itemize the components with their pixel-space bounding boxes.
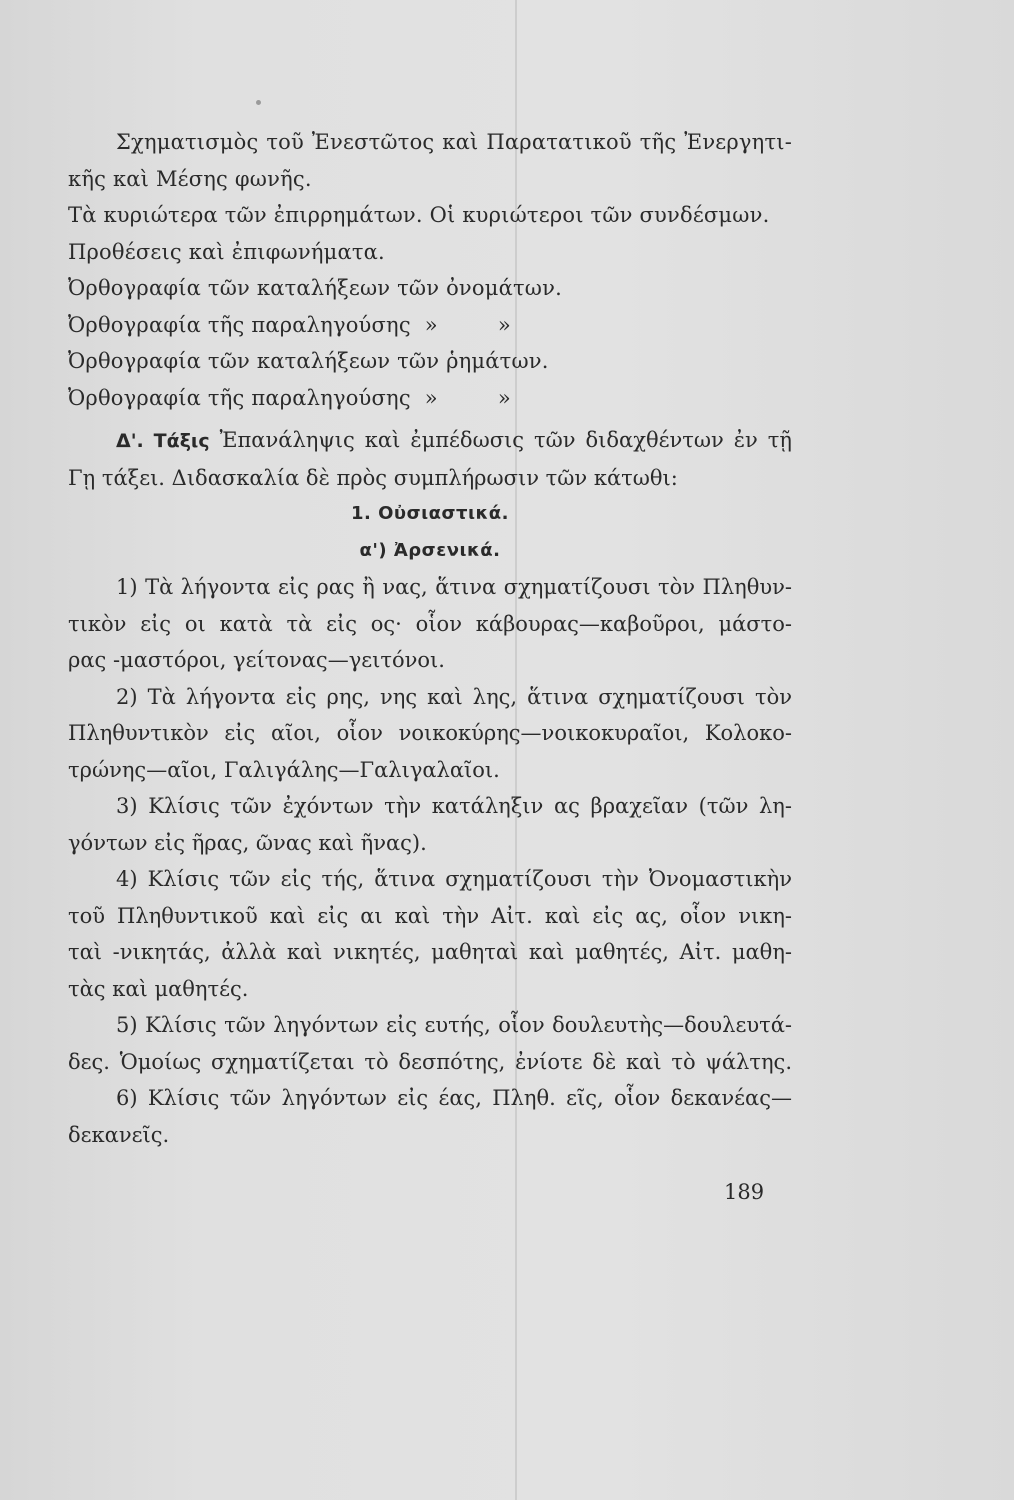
contents-line-text: Ὀρθογραφία τῆς παραληγούσης: [68, 385, 411, 410]
paragraph-line: τρώνης—αῖοι, Γαλιγάλης—Γαλιγαλαῖοι.: [68, 757, 500, 782]
ditto-mark: »: [424, 312, 438, 337]
section-d-text: Ἐπανάληψις καὶ ἐμπέδωσις τῶν διδαχθέντων ἐν τῇ: [219, 428, 792, 452]
contents-line: [68, 307, 792, 344]
ditto-mark: »: [424, 385, 438, 410]
contents-line: κῆς καὶ Μέσης φωνῆς.: [68, 166, 312, 191]
paragraph-line: Πληθυντικὸν εἰς αῖοι, οἷον νοικοκύρης—νοικοκυραῖοι, Κολοκο-: [68, 721, 792, 745]
page-number: 189: [724, 1180, 765, 1204]
contents-list: [68, 124, 792, 416]
paragraph-line: γόντων εἰς ῆρας, ῶνας καὶ ῆνας).: [68, 830, 427, 855]
section-d: [68, 422, 792, 496]
contents-line: Ὀρθογραφία τῶν καταλήξεων τῶν ῥημάτων.: [68, 349, 549, 373]
paragraph-3: [68, 788, 792, 861]
paragraph-2: [68, 679, 792, 789]
contents-line: [68, 380, 792, 417]
contents-line: Τὰ κυριώτερα τῶν ἐπιρρημάτων. Οἱ κυριώτεροι τῶν συνδέσμων.: [68, 203, 770, 227]
section-d-line: [68, 422, 792, 460]
paragraph-4: [68, 861, 792, 1007]
paragraph-line: 5) Κλίσις τῶν ληγόντων εἰς ευτής, οἷον δουλευτὴς—δουλευτά-: [116, 1013, 792, 1037]
paragraph-line: 6) Κλίσις τῶν ληγόντων εἰς έας, Πληθ. εῖς, οἷον δεκανέας—: [116, 1086, 792, 1110]
contents-line: Προθέσεις καὶ ἐπιφωνήματα.: [68, 239, 385, 264]
ditto-mark: »: [497, 385, 511, 410]
paragraph-1: [68, 569, 792, 679]
paragraph-6: [68, 1080, 792, 1153]
contents-line: Ὀρθογραφία τῶν καταλήξεων τῶν ὀνομάτων.: [68, 276, 562, 300]
heading-nouns: 1. Οὐσιαστικά.: [351, 503, 509, 524]
paragraph-line: τὰς καὶ μαθητές.: [68, 976, 249, 1001]
paragraph-line: ρας -μαστόροι, γείτονας—γειτόνοι.: [68, 648, 445, 672]
paragraph-line: 2) Τὰ λήγοντα εἰς ρης, νης καὶ λης, ἅτινα σχηματίζουσι τὸν: [116, 684, 792, 709]
paragraph-line: δες. Ὁμοίως σχηματίζεται τὸ δεσπότης, ἐνίοτε δὲ καὶ τὸ ψάλτης.: [68, 1049, 792, 1074]
paragraph-line: δεκανεῖς.: [68, 1122, 170, 1147]
paragraph-line: τοῦ Πληθυντικοῦ καὶ εἰς αι καὶ τὴν Αἰτ. καὶ εἰς ας, οἷον νικη-: [68, 903, 792, 928]
section-d-line: Γῃ τάξει. Διδασκαλία δὲ πρὸς συμπλήρωσιν τῶν κάτωθι:: [68, 465, 678, 490]
paragraph-line: 1) Τὰ λήγοντα εἰς ρας ἢ νας, ἅτινα σχηματίζουσι τὸν Πληθυν-: [116, 575, 792, 599]
ditto-mark: »: [497, 312, 511, 337]
heading-masculine: α') Ἀρσενικά.: [359, 539, 501, 561]
paragraph-line: 3) Κλίσις τῶν ἐχόντων τὴν κατάληξιν ας βραχεῖαν (τῶν λη-: [116, 794, 792, 818]
paragraph-5: [68, 1007, 792, 1080]
ink-speck: [256, 100, 261, 105]
contents-line-text: Ὀρθογραφία τῆς παραληγούσης: [68, 312, 411, 337]
contents-line: Σχηματισμὸς τοῦ Ἐνεστῶτος καὶ Παρατατικοῦ τῆς Ἐνεργητι-: [116, 130, 792, 154]
section-d-label: Δ'. Τάξις: [116, 430, 210, 452]
paragraph-line: 4) Κλίσις τῶν εἰς τής, ἅτινα σχηματίζουσι τὴν Ὀνομαστικὴν: [116, 867, 792, 891]
paragraph-line: τικὸν εἰς οι κατὰ τὰ εἰς ος· οἷον κάβουρας—καβοῦροι, μάστο-: [68, 611, 792, 636]
page-text: [68, 124, 792, 1153]
paragraph-line: ταὶ -νικητάς, ἀλλὰ καὶ νικητές, μαθηταὶ καὶ μαθητές, Αἰτ. μαθη-: [68, 940, 792, 964]
